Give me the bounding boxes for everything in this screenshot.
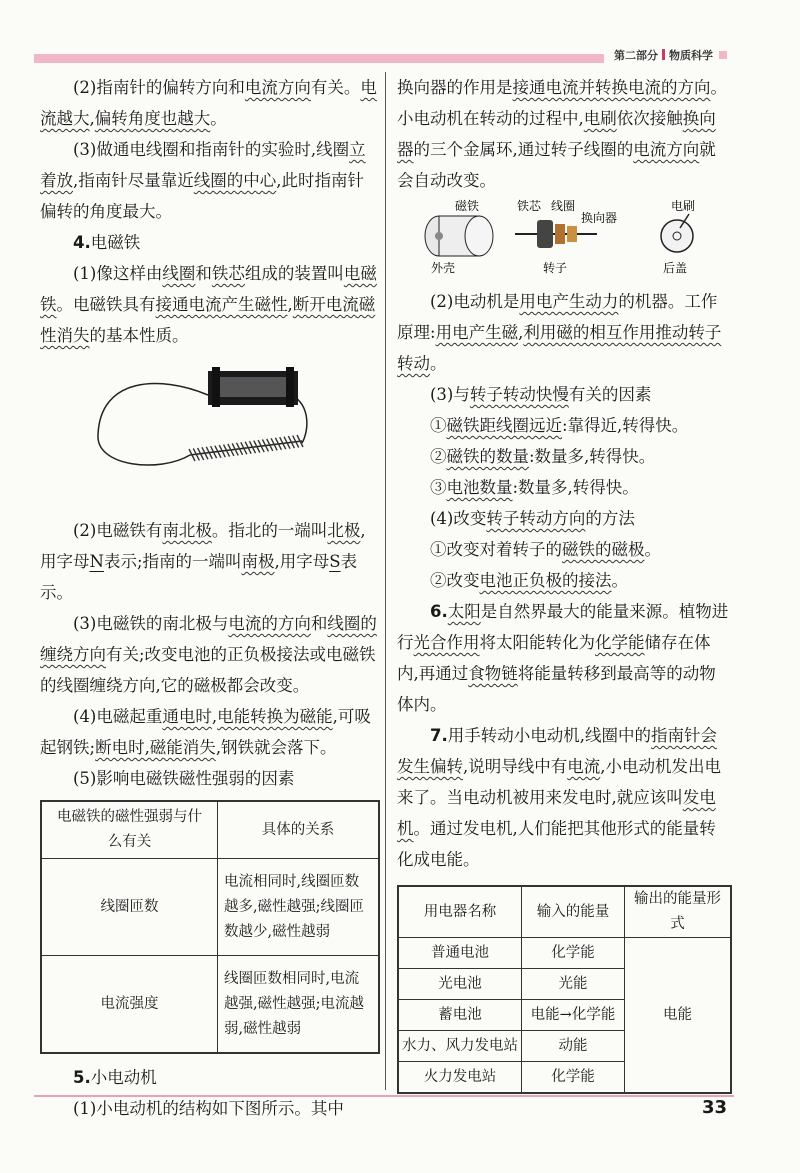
table-cell: 化学能	[522, 1062, 625, 1094]
para-speed-factors: (3)与转子转动快慢有关的因素	[430, 385, 652, 404]
table-header-cell: 具体的关系	[218, 801, 380, 859]
para-factors: (5)影响电磁铁磁性强弱的因素	[73, 769, 295, 788]
table-cell-output: 电能	[625, 938, 732, 1094]
table-cell: 线圈匝数相同时,电流越强,磁性越强;电流越弱,磁性越弱	[218, 956, 380, 1054]
para-generator: 7.用手转动小电动机,线圈中的指南针会发生偏转,说明导线中有电流,小电动机发出电来了。当电动机被用来发电时,就应该叫发电机。通过发电机,人们能把其他形式的能量转化成电能。	[397, 726, 721, 869]
table-cell: 蓄电池	[398, 1000, 522, 1031]
table-header-cell: 输入的能量	[522, 886, 625, 938]
para-pole-direction: (3)电磁铁的南北极与电流的方向和线圈的缠绕方向有关;改变电池的正负极接法或电磁铁的线圈缠绕方向,它的磁极都会改变。	[40, 614, 377, 695]
left-column	[40, 72, 380, 1124]
table-header-cell: 输出的能量形式	[625, 886, 732, 938]
list-item: ①改变对着转子的磁铁的磁极。	[430, 540, 661, 559]
heading-motor: 5.小电动机	[73, 1068, 157, 1087]
table-cell: 水力、风力发电站	[398, 1031, 522, 1062]
page-number: 33	[702, 1097, 728, 1118]
list-item: ①磁铁距线圈远近:靠得近,转得快。	[430, 416, 689, 435]
para-coil-experiment: (3)做通电线圈和指南针的实验时,线圈立着放,指南针尽量靠近线圈的中心,此时指南针偏转的角度最大。	[40, 140, 366, 221]
table-row	[41, 801, 379, 859]
magnet-strength-table	[40, 800, 380, 1054]
header-separator	[662, 49, 665, 60]
table-row	[41, 859, 379, 956]
list-item: ②磁铁的数量:数量多,转得快。	[430, 447, 656, 466]
table-row	[398, 886, 731, 938]
header-part: 第二部分	[614, 49, 658, 62]
para-commutator: 换向器的作用是接通电流并转换电流的方向。小电动机在转动的过程中,电刷依次接触换向器的三个金属环,通过转子线圈的电流方向就会自动改变。	[397, 78, 727, 190]
para-sun-energy: 6.太阳是自然界最大的能量来源。植物进行光合作用将太阳能转化为化学能储存在体内,再通过食物链将能量转移到最高等的动物体内。	[397, 602, 729, 714]
table-cell: 化学能	[522, 938, 625, 969]
table-cell: 动能	[522, 1031, 625, 1062]
table-header-cell: 电磁铁的磁性强弱与什么有关	[41, 801, 218, 859]
running-header	[614, 47, 727, 63]
table-cell: 电能→化学能	[522, 1000, 625, 1031]
column-divider	[385, 72, 386, 1090]
para-direction-methods: (4)改变转子转动方向的方法	[430, 509, 635, 528]
para-electromagnet-def: (1)像这样由线圈和铁芯组成的装置叫电磁铁。电磁铁具有接通电流产生磁性,断开电流磁性消失的基本性质。	[40, 264, 377, 345]
para-crane: (4)电磁起重通电时,电能转换为磁能,可吸起钢铁;断电时,磁能消失,钢铁就会落下。	[40, 707, 371, 757]
para-compass: (2)指南针的偏转方向和电流方向有关。电流越大,偏转角度也越大。	[40, 78, 377, 128]
table-cell: 线圈匝数	[41, 859, 218, 956]
list-item: ③电池数量:数量多,转得快。	[430, 478, 639, 497]
label-back-cover: 后盖	[663, 261, 688, 275]
label-brush: 电刷	[671, 199, 696, 213]
table-row	[41, 956, 379, 1054]
heading-electromagnet: 4.电磁铁	[73, 233, 141, 252]
label-shell: 外壳	[431, 261, 456, 275]
table-row	[398, 938, 731, 969]
para-poles: (2)电磁铁有南北极。指北的一端叫北极,用字母N表示;指南的一端叫南极,用字母S表示。	[40, 521, 366, 602]
table-cell: 电流相同时,线圈匝数越多,磁性越强;线圈匝数越少,磁性越弱	[218, 859, 380, 956]
label-coil: 线圈	[551, 199, 576, 213]
energy-conversion-table	[397, 885, 732, 1094]
list-item: ②改变电池正负极的接法。	[430, 571, 628, 590]
label-commutator: 换向器	[581, 211, 618, 225]
table-cell: 电流强度	[41, 956, 218, 1054]
back-cover-drawing	[661, 214, 693, 252]
table-cell: 光电池	[398, 969, 522, 1000]
label-rotor: 转子	[543, 261, 568, 275]
header-bar	[34, 54, 604, 63]
label-magnet: 磁铁	[455, 199, 480, 213]
table-cell: 普通电池	[398, 938, 522, 969]
header-section: 物质科学	[669, 49, 713, 62]
electromagnet-figure	[40, 355, 380, 495]
para-motor-principle: (2)电动机是用电产生动力的机器。工作原理:用电产生磁,利用磁的相互作用推动转子转动。	[397, 292, 722, 373]
table-header-cell: 用电器名称	[398, 886, 522, 938]
shell-drawing	[425, 216, 493, 256]
table-cell: 光能	[522, 969, 625, 1000]
motor-parts-figure	[397, 198, 732, 276]
label-core: 铁芯	[517, 199, 542, 213]
para-motor-structure: (1)小电动机的结构如下图所示。其中	[73, 1099, 344, 1118]
table-cell: 火力发电站	[398, 1062, 522, 1094]
header-square	[719, 51, 727, 59]
footer-line	[34, 1095, 734, 1097]
right-column	[397, 72, 732, 1094]
